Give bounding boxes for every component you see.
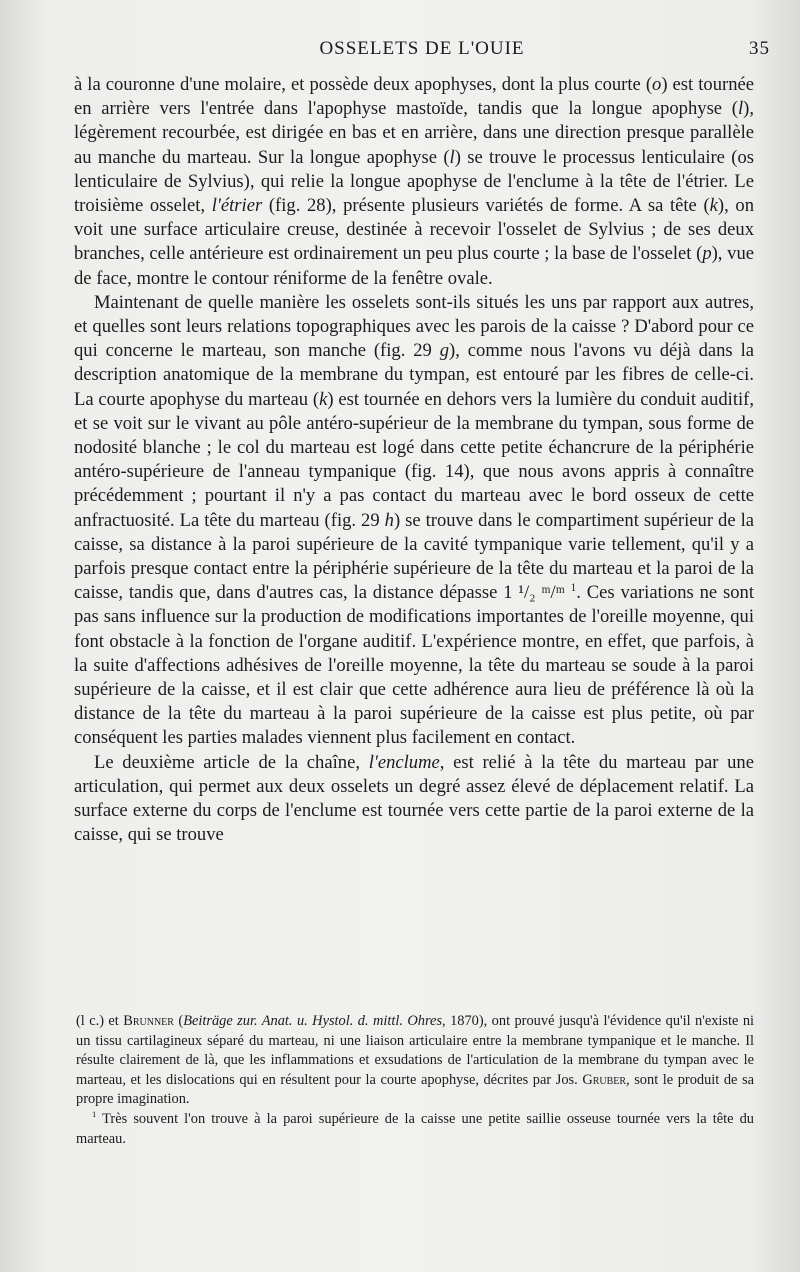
footnotes: [76, 1012, 754, 1149]
page-number: 35: [749, 38, 770, 59]
italic-term: l'étrier: [211, 195, 263, 217]
running-title: OSSELETS DE L'OUIE: [319, 38, 525, 59]
text-run: ) est tournée en arrière vers l'entrée dans l'apophyse mastoïde, tandis que la longue apophyse (: [74, 74, 754, 120]
text-run: , 1870), ont prouvé jusqu'à l'évidence qu'il n'existe ni un tissu cartilagineux séparé du marteau, ni une liaison articulaire entre la membrane tympanique et le manche. Il résulte clairement de là, que les inflammations et exsudations de l'articulation de la membrane du tympan avec le marteau, et les dislocations qui en résultent pour la courte apophyse, décrites par Jos.: [76, 1013, 755, 1088]
footnote-mark: 1: [92, 1109, 97, 1120]
text-run: Le deuxième article de la chaîne,: [94, 751, 369, 773]
author-name: Brunner: [123, 1013, 174, 1029]
text-run: (: [173, 1013, 184, 1029]
text-run: ) se trouve le processus lenticulaire (os lenticulaire de Sylvius), qui relie la longue apophyse de l'enclume à la tête de l'étrier. Le troisième osselet,: [74, 146, 754, 217]
footnote-1: [76, 1110, 754, 1149]
italic-term: l'enclume: [368, 751, 440, 773]
fraction: ¹/₂: [518, 582, 536, 604]
italic-ref: k: [319, 388, 328, 410]
text-run: ), on voit une surface articulaire creuse, destinée à recevoir l'osselet de Sylvius ; de ses deux branches, celle antérieure est ordinairement un peu plus courte ; la base de l'osselet (: [74, 195, 754, 265]
text-run: ), légèrement recourbée, est dirigée en bas et en arrière, dans une direction presque parallèle au manche du marteau. Sur la longue apophyse (: [74, 98, 754, 168]
footnote-ref: 1: [570, 582, 577, 595]
italic-ref: g: [439, 340, 450, 362]
italic-ref: k: [709, 195, 718, 217]
text-run: ) est tournée en dehors vers la lumière du conduit auditif, et se voit sur le vivant au pôle antéro-supérieur de la membrane du tympan, sous forme de nodosité blanche ; le col du marteau est logé dans cette petite échancrure de la périphérie antéro-supérieure de l'anneau tympanique (fig. 14), que nous avons appris à connaître précédemment ; pourtant il n'y a pas contact du marteau avec le bord osseux de cette anfractuosité. La tête du marteau (fig. 29: [74, 388, 754, 531]
text-run: (l c.) et: [76, 1013, 124, 1029]
paragraph-2: [74, 291, 754, 751]
footnote-text: Très souvent l'on trouve à la paroi supérieure de la caisse une petite saillie osseuse tournée vers la tête du marteau.: [76, 1110, 754, 1147]
text-run: ) se trouve dans le compartiment supérieur de la caisse, sa distance à la paroi supérieure de la cavité tympanique varie tellement, qu'il y a parfois presque contact entre la périphérie supérieure de la tête du marteau et la paroi de la caisse, tandis que, dans d'autres cas, la distance dépasse 1: [74, 509, 754, 604]
text-run: Maintenant de quelle manière les osselets sont-ils situés les uns par rapport aux autres, et quelles sont leurs relations topographiques avec les parois de la caisse ? D'abord pour ce qui concerne le marteau, son manche (fig. 29: [74, 291, 754, 362]
work-title: Beiträge zur. Anat. u. Hystol. d. mittl. Ohres: [183, 1013, 443, 1029]
author-name: Gruber: [582, 1071, 627, 1088]
footnote-continuation: [76, 1012, 754, 1110]
text-run: ), vue de face, montre le contour réniforme de la fenêtre ovale.: [74, 243, 754, 289]
text-run: . Ces variations ne sont pas sans influence sur la production de modifications importantes de l'oreille moyenne, qui font obstacle à la fonction de l'organe auditif. L'expérience montre, en effet, que parfois, à la suite d'affections adhésives de l'oreille moyenne, la tête du marteau se soude à la paroi supérieure de la caisse, et il est clair que cette adhérence aura lieu de préférence là où la distance de la tête du marteau à la paroi supérieure de la caisse est plus petite, où par conséquent les parties malades viennent plus facilement en contact.: [74, 582, 754, 749]
text-run: , sont le produit de sa propre imagination.: [76, 1071, 754, 1108]
paragraph-1: [74, 73, 754, 291]
text-run: , est relié à la tête du marteau par une articulation, qui permet aux deux osselets un degré assez élevé de déplacement relatif. La surface externe du corps de l'enclume est tournée vers cette partie de la paroi externe de la caisse, qui se trouve: [74, 751, 754, 846]
text-run: à la couronne d'une molaire, et possède deux apophyses, dont la plus courte (: [74, 74, 653, 95]
italic-ref: h: [384, 509, 394, 531]
italic-ref: p: [702, 243, 712, 265]
text-run: ), comme nous l'avons vu déjà dans la description anatomique de la membrane du tympan, est entouré par les fibres de celle-ci. La courte apophyse du marteau (: [74, 340, 754, 410]
running-header: [74, 38, 770, 64]
unit-mm: ᵐ/ᵐ: [535, 582, 571, 604]
main-text: [74, 73, 754, 848]
paragraph-3: [74, 751, 754, 848]
italic-ref: o: [652, 74, 662, 95]
italic-ref: l: [737, 98, 744, 120]
italic-ref: l: [449, 146, 455, 168]
text-run: (fig. 28), présente plusieurs variétés de forme. A sa tête (: [262, 195, 710, 217]
